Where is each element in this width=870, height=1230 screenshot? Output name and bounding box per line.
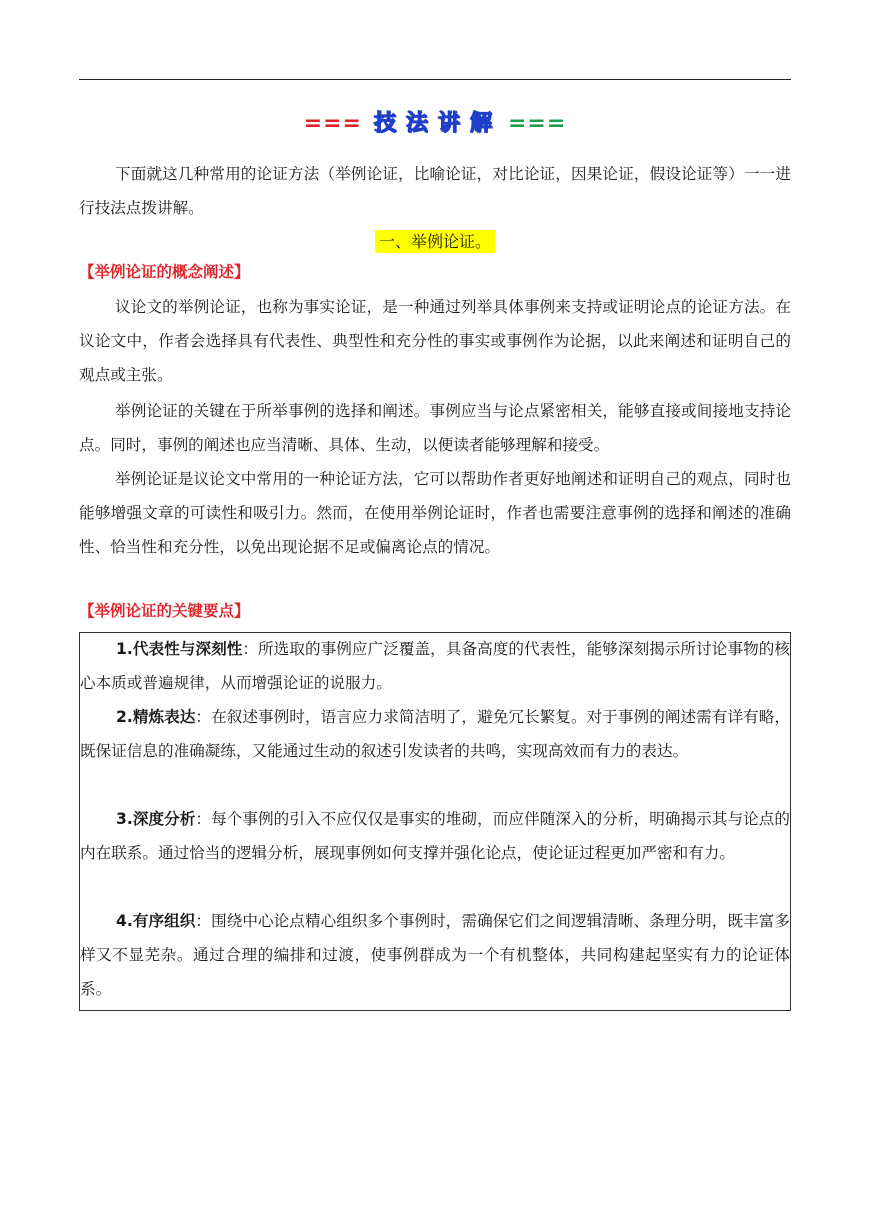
section-heading-highlight: 一、举例论证。 [375, 230, 495, 253]
intro-paragraph: 下面就这几种常用的论证方法（举例论证，比喻论证，对比论证，因果论证，假设论证等）一一进行技法点拨讲解。 [79, 165, 791, 217]
key-point-item [80, 632, 790, 700]
concept-paragraph-3: 举例论证是议论文中常用的一种论证方法，它可以帮助作者更好地阐述和证明自己的观点，同时也能够增强文章的可读性和吸引力。然而，在使用举例论证时，作者也需要注意事例的选择和阐述的准确性、恰当性和充分性，以免出现论据不足或偏离论点的情况。 [79, 470, 791, 556]
concept-paragraph-2: 举例论证的关键在于所举事例的选择和阐述。事例应当与论点紧密相关，能够直接或间接地支持论点。同时，事例的阐述也应当清晰、具体、生动，以便读者能够理解和接受。 [79, 402, 791, 454]
key-point-text: ：在叙述事例时，语言应力求简洁明了，避免冗长繁复。对于事例的阐述需有详有略，既保证信息的准确凝练，又能通过生动的叙述引发读者的共鸣，实现高效而有力的表达。 [80, 708, 790, 760]
key-point-item [80, 802, 790, 870]
key-point-label: 3.深度分析 [116, 810, 196, 828]
key-point-item [80, 904, 790, 1006]
page-title [79, 108, 791, 140]
key-point-text: ：围绕中心论点精心组织多个事例时，需确保它们之间逻辑清晰、条理分明，既丰富多样又不显芜杂。通过合理的编排和过渡，使事例群成为一个有机整体，共同构建起坚实有力的论证体系。 [80, 912, 790, 998]
key-point-label: 4.有序组织 [116, 912, 196, 930]
key-point-label: 2.精炼表达 [116, 708, 196, 726]
key-point-text: ：所选取的事例应广泛覆盖，具备高度的代表性，能够深刻揭示所讨论事物的核心本质或普遍规律，从而增强论证的说服力。 [80, 640, 790, 692]
key-point-item [80, 700, 790, 768]
title-right-marks: === [508, 111, 567, 136]
key-point-text: ：每个事例的引入不应仅仅是事实的堆砌，而应伴随深入的分析，明确揭示其与论点的内在联系。通过恰当的逻辑分析，展现事例如何支撑并强化论点，使论证过程更加严密和有力。 [80, 810, 790, 862]
section-heading [79, 229, 791, 255]
concept-paragraph-1: 议论文的举例论证，也称为事实论证，是一种通过列举具体事例来支持或证明论点的论证方法。在议论文中，作者会选择具有代表性、典型性和充分性的事实或事例作为论据，以此来阐述和证明自己的观点或主张。 [79, 298, 791, 384]
key-point-label: 1.代表性与深刻性 [116, 640, 243, 658]
title-text: 技法讲解 [373, 111, 502, 136]
key-points-box [79, 632, 791, 1011]
title-left-marks: === [303, 111, 362, 136]
top-rule [79, 79, 791, 80]
concept-heading: 【举例论证的概念阐述】 [79, 263, 250, 281]
key-points-heading: 【举例论证的关键要点】 [79, 602, 250, 620]
